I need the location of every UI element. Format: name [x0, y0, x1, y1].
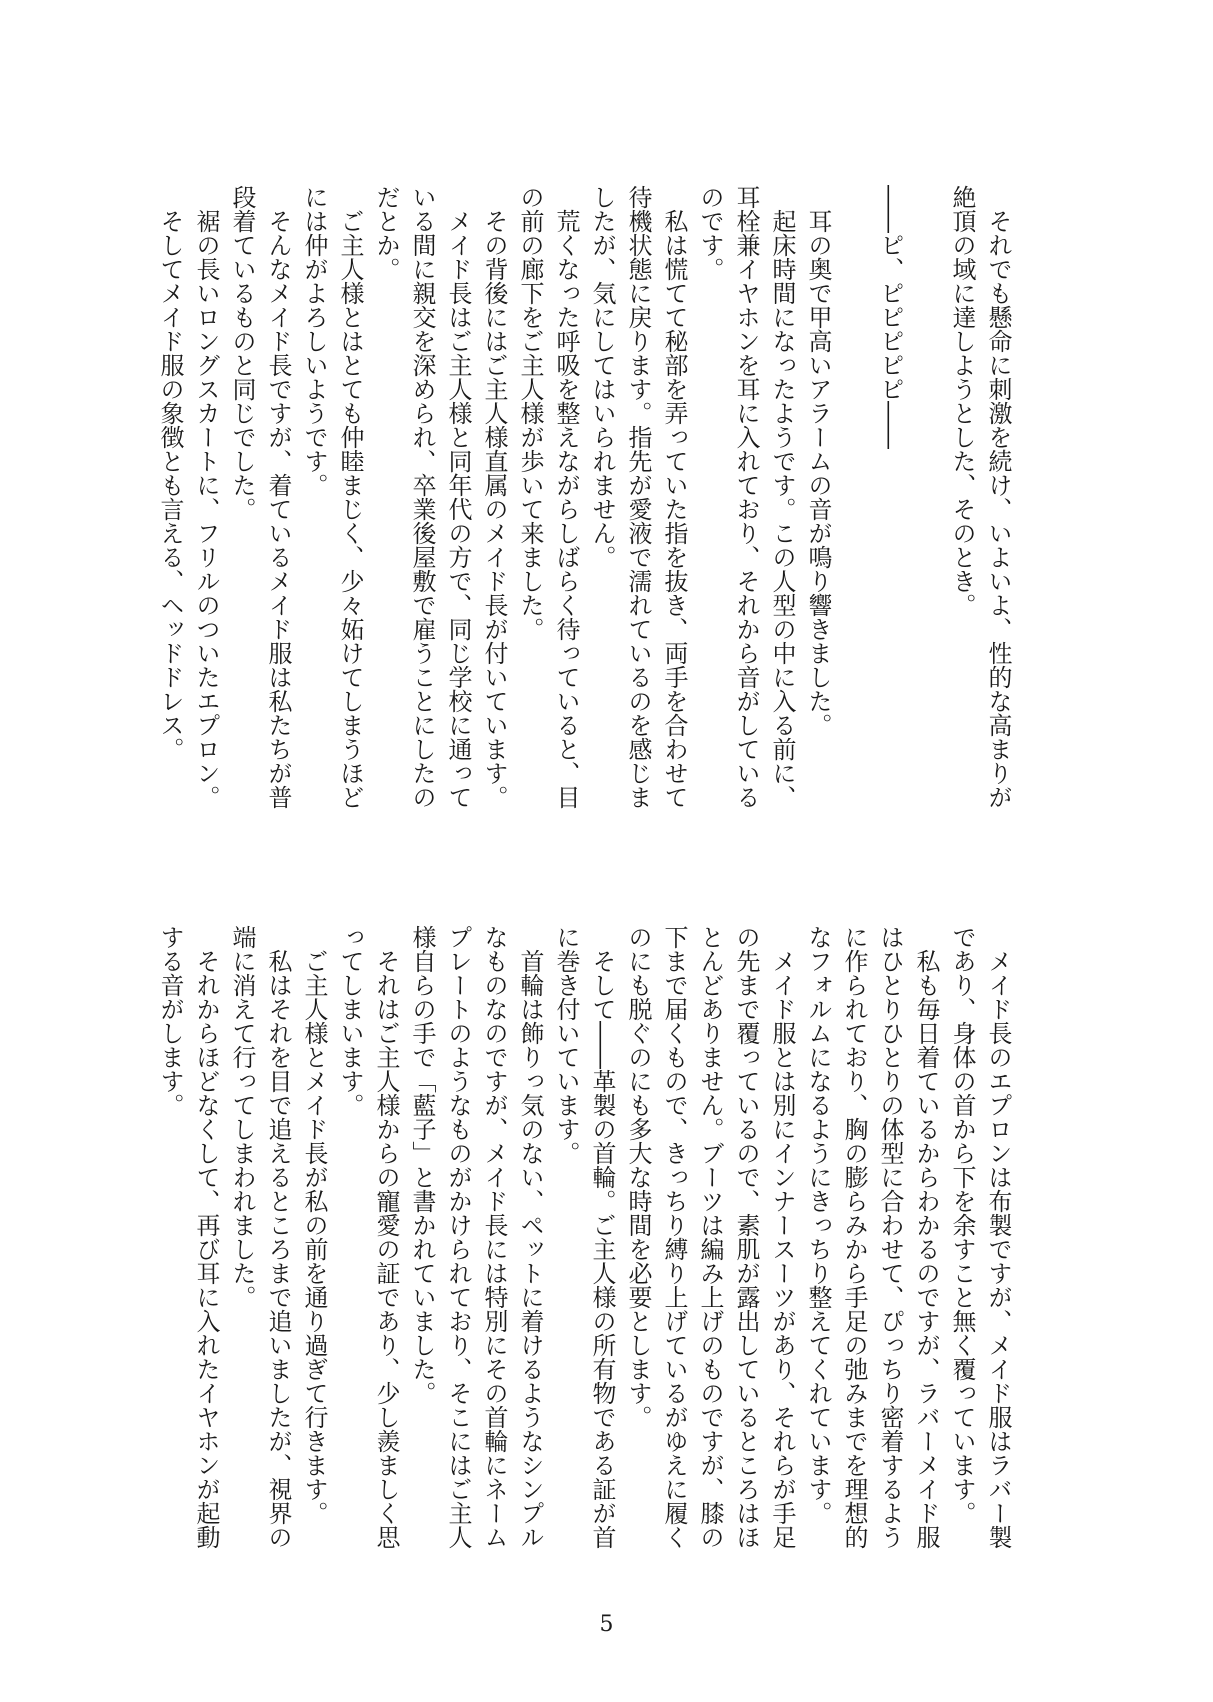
text-line: のです。	[696, 185, 724, 281]
text-line: メイド長のエプロンは布製ですが、メイド服はラバー製	[984, 925, 1012, 1549]
text-block-lower	[152, 925, 1016, 1549]
text-line: の先まで覆っているので、素肌が露出しているところはほ	[732, 925, 760, 1549]
text-line: に作られており、胸の膨らみから手足の弛みまでを理想的	[840, 925, 868, 1549]
text-line: 荒くなった呼吸を整えながらしばらく待っていると、目	[552, 185, 580, 809]
text-line: 段着ているものと同じでした。	[228, 185, 256, 521]
text-line: メイド長はご主人様と同年代の方で、同じ学校に通って	[444, 185, 472, 809]
text-line: とんどありません。ブーツは編み上げのものですが、膝の	[696, 925, 724, 1549]
text-line: ご主人様とメイド長が私の前を通り過ぎて行きます。	[300, 925, 328, 1525]
text-line: 下まで届くもので、きっちり縛り上げているがゆえに履く	[660, 925, 688, 1549]
text-line: それからほどなくして、再び耳に入れたイヤホンが起動	[192, 925, 220, 1549]
text-line: ――ピ、ピピピピピ――	[876, 185, 904, 449]
page-number: 5	[599, 1612, 614, 1637]
text-line: 私も毎日着ているからわかるのですが、ラバーメイド服	[912, 925, 940, 1549]
text-line: 私は慌てて秘部を弄っていた指を抜き、両手を合わせて	[660, 185, 688, 809]
text-line: それでも懸命に刺激を続け、いよいよ、性的な高まりが	[984, 185, 1012, 809]
text-line: 起床時間になったようです。この人型の中に入る前に、	[768, 185, 796, 809]
text-line: に巻き付いています。	[552, 925, 580, 1165]
text-line	[908, 185, 944, 805]
text-line: なものなのですが、メイド長には特別にその首輪にネーム	[480, 925, 508, 1549]
text-line: 絶頂の域に達しようとした、そのとき。	[948, 185, 976, 617]
text-line: そんなメイド長ですが、着ているメイド服は私たちが普	[264, 185, 292, 809]
text-line: はひとりひとりの体型に合わせて、ぴっちり密着するよう	[876, 925, 904, 1549]
text-line: 裾の長いロングスカートに、フリルのついたエプロン。	[192, 185, 220, 809]
text-line: 私はそれを目で追えるところまで追いましたが、視界の	[264, 925, 292, 1549]
text-line: そして――革製の首輪。ご主人様の所有物である証が首	[588, 925, 616, 1549]
text-line: それはご主人様からの寵愛の証であり、少し羨ましく思	[372, 925, 400, 1549]
text-line: なフォルムになるようにきっちり整えてくれています。	[804, 925, 832, 1525]
text-line: 待機状態に戻ります。指先が愛液で濡れているのを感じま	[624, 185, 652, 809]
text-line: メイド服とは別にインナースーツがあり、それらが手足	[768, 925, 796, 1549]
text-line: ってしまいます。	[336, 925, 364, 1117]
text-line: 耳の奥で甲高いアラームの音が鳴り響きました。	[804, 185, 832, 737]
text-line: そしてメイド服の象徴とも言える、ヘッドドレス。	[156, 185, 184, 761]
text-line: 耳栓兼イヤホンを耳に入れており、それから音がしている	[732, 185, 760, 809]
text-line: いる間に親交を深められ、卒業後屋敷で雇うことにしたの	[408, 185, 436, 809]
text-line: には仲がよろしいようです。	[300, 185, 328, 497]
text-line: 様自らの手で「藍子」と書かれていました。	[408, 925, 436, 1405]
text-line: プレートのようなものがかけられており、そこにはご主人	[444, 925, 472, 1549]
text-block-upper	[152, 185, 1016, 809]
text-line	[836, 185, 872, 805]
text-line: 首輪は飾りっ気のない、ペットに着けるようなシンプル	[516, 925, 544, 1549]
text-line: 端に消えて行ってしまわれました。	[228, 925, 256, 1309]
text-line: だとか。	[372, 185, 400, 281]
text-line: のにも脱ぐのにも多大な時間を必要とします。	[624, 925, 652, 1429]
text-line: であり、身体の首から下を余すこと無く覆っています。	[948, 925, 976, 1525]
text-line: する音がします。	[156, 925, 184, 1117]
text-line: したが、気にしてはいられません。	[588, 185, 616, 569]
text-line: の前の廊下をご主人様が歩いて来ました。	[516, 185, 544, 641]
text-line: ご主人様とはとても仲睦まじく、少々妬けてしまうほど	[336, 185, 364, 809]
text-line: その背後にはご主人様直属のメイド長が付いています。	[480, 185, 508, 809]
